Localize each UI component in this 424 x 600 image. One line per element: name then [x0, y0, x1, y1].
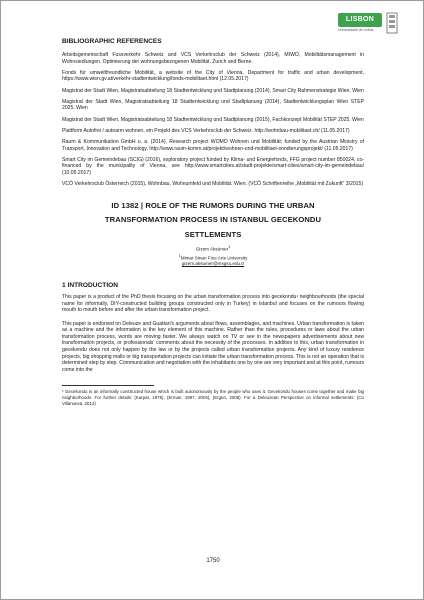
author-superscript: 1: [228, 245, 231, 250]
logo-badge: LISBON: [338, 13, 382, 27]
affiliation: Mimar Sinan Fine Arts University: [180, 255, 248, 261]
author-name-line: [62, 244, 364, 253]
reference-item: Arbeitsgemeinschaft Fussverkehr Schweiz and VCS Verkehrsclub der Schweiz (2014), MIWO, Mobilitätsmanagement in Wohnsiedlungen. Optimierung der wohnungsbezogenen Mobilität. Zurich and Berne.: [62, 52, 364, 65]
reference-item: Fonds für umweltfreundliche Mobilität, a website of the City of Vienna, Department for traffic and urban development, https://www.wien.gv.at/verkehr-stadtentwicklung/fonds-mobilitaet.html (12.05.2017): [62, 69, 364, 83]
reference-item: Raum & Kommunikation GmbH u. a. (2014), Research project WOMO Wohnen und Mobilität; funded by the Austrian Ministry of Transport, Innovation and Technology. http://www.raum-komm.at/projekt/wohnen-und-mobilitaet-sondierungsprojekt/ (11.05.2017): [62, 138, 364, 152]
footnote: ¹ Gecekondu is an informally constructed house which is built autonomously by the people who uses it. Gecekondu houses come together and make big neighborhoods. For further details: (Karpat, 1976), (Erman, 1997, 2004), (Ergün, 2008). For a Deleuzean Perspective on informal settlements: (Co Villanueva, 2012): [62, 389, 364, 406]
logo-subtitle: Universidade de Lisboa: [338, 28, 374, 32]
body-paragraph: This paper is a product of the PhD thesis focusing on the urban transformation process into gecekondu¹ neighbourhoods (the special name for informally, DIY-constructed building groups constructed only in Turkey) in Istanbul and focuses on the rumours flowing mouth to mouth before and after the urban transformation project.: [62, 294, 364, 314]
logo-icon: [385, 11, 399, 35]
reference-item: Magistrat der Stadt Wien, Magistratsabteilung 18 Stadtentwicklung und Stadtplanung (2014), Stadtentwicklungsplan Wien STEP 2025. Wien: [62, 98, 364, 112]
body-paragraph: This paper is endorsed on Deleuze and Guattari's arguments about flows, assemblages, and machines. Urban transformation is taken as a machine and the information is the key element of this machine. Rather than the rules, procedures or laws about the urban transformation process, words are moving faster. We always watch on TV or see in the newspapers advertisements about new transformation projects, or professionals' comments about the necessity of the processes. In addition to this, urban transformation in gecekondu does not only happen by the law or by the projects called urban transformation projects. Any kind of luxury residence projects, big shopping malls or big transportation projects can initiate the urban transformation process. This is not an operation that is determined step by step. Communication and negotiation with the inhabitants one by one are very important and at this point, rumours come into the: [62, 320, 364, 373]
reference-item: VCÖ Verkehrsclub Österreich (2015), Wohnbau, Wohnumfeld und Mobilität. Wien. (VCÖ Schriftenreihe „Mobilität mit Zukunft“ 3/2015): [62, 181, 364, 188]
paper-title: [62, 199, 364, 243]
reference-item: Magistrat der Stadt Wien, Magistratsabteilung 18 Stadtentwicklung und Stadtplanung (2014), Smart City Rahmenstrategie Wien. Wien: [62, 87, 364, 94]
paper-title-line: ID 1382 | ROLE OF THE RUMORS DURING THE URBAN: [111, 200, 315, 210]
author-name: Gizem Aksümer: [195, 246, 229, 252]
paper-title-line: TRANSFORMATION PROCESS IN ISTANBUL GECEKONDU: [104, 215, 322, 225]
affiliation-line: [62, 253, 364, 262]
introduction-heading: 1 INTRODUCTION: [62, 282, 119, 290]
page-content: [62, 38, 364, 407]
conference-logo: [338, 11, 400, 41]
page-number: 1750: [206, 558, 220, 564]
bibliography-heading: BIBLIOGRAPHIC REFERENCES: [62, 38, 162, 45]
reference-item: Magistrat der Stadt Wien, Magistratsabteilung 18 Stadtentwicklung und Stadtplanung (2015), Fachkonzept Mobilität STEP 2025. Wien: [62, 116, 364, 123]
reference-list: [62, 52, 364, 188]
paper-title-line: SETTLEMENTS: [184, 229, 242, 239]
affiliation-superscript: 1: [178, 253, 181, 258]
author-block: [62, 244, 364, 267]
reference-item: Smart City im Gemeindebau (SCIG) (2016), exploratory project funded by Klima- und Energiefonds, FFG project number 850024, co-financed by the municipality of Vienna, see http://www.smartcities.at/stadt-projekte/smart-cities/smart-city-im-gemeindebau/ (10.05.2017): [62, 156, 364, 176]
author-email-link[interactable]: gizem.aksumer@msgsu.edu.tr: [181, 261, 245, 267]
footnote-divider: [62, 385, 154, 386]
reference-item: Plattform Autofrei / autoarm wohnen, ein Projekt des VCS Verkehrsclub der Schweiz. http://wohnbau-mobilitaet.ch/ (11.05.2017): [62, 127, 350, 134]
